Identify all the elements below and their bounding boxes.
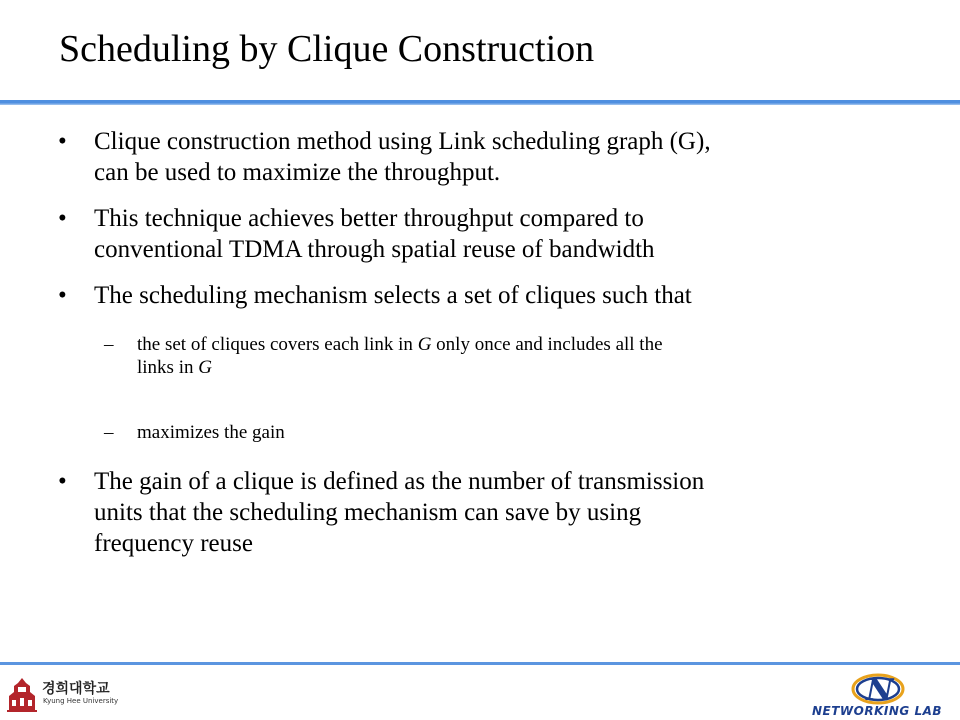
bullet-marker: • xyxy=(58,205,67,232)
sub-bullet-marker: – xyxy=(104,422,114,443)
title-underline xyxy=(0,100,960,105)
university-emblem-icon xyxy=(6,674,38,714)
bullet-line: The scheduling mechanism selects a set of cliques such that xyxy=(94,282,692,309)
bullet-text xyxy=(94,466,914,559)
bullet-marker: • xyxy=(58,468,67,495)
sub-bullet-line: links in G xyxy=(137,357,212,378)
bullet-text xyxy=(94,280,914,311)
bullet-text xyxy=(94,203,914,265)
lab-logo xyxy=(800,664,958,720)
bullet-line: The gain of a clique is defined as the number of transmission xyxy=(94,468,705,495)
slide-title: Scheduling by Clique Construction xyxy=(59,28,595,70)
sub-bullet-marker: – xyxy=(104,334,114,355)
university-subname: Kyung Hee University xyxy=(43,697,119,705)
bullet-line: units that the scheduling mechanism can save by using xyxy=(94,499,642,526)
bullet-text xyxy=(94,126,914,188)
bullet-marker: • xyxy=(58,128,67,155)
university-name: 경희대학교 xyxy=(42,681,110,697)
sub-bullet-text xyxy=(137,333,882,379)
bullet-line: conventional TDMA through spatial reuse of bandwidth xyxy=(94,236,655,263)
bullet-line: Clique construction method using Link scheduling graph (G), xyxy=(94,128,711,155)
university-logo xyxy=(6,674,146,714)
bullet-line: This technique achieves better throughput compared to xyxy=(94,205,644,232)
lab-emblem-icon xyxy=(800,664,958,706)
lab-emblem-letter: N xyxy=(866,673,894,706)
lab-name: NETWORKING LAB xyxy=(812,704,943,718)
bullet-line: can be used to maximize the throughput. xyxy=(94,159,501,186)
bullet-marker: • xyxy=(58,282,67,309)
sub-bullet-text: maximizes the gain xyxy=(137,422,285,443)
sub-bullet-line: the set of cliques covers each link in G only once and includes all the xyxy=(137,334,663,355)
bullet-line: frequency reuse xyxy=(94,530,253,557)
